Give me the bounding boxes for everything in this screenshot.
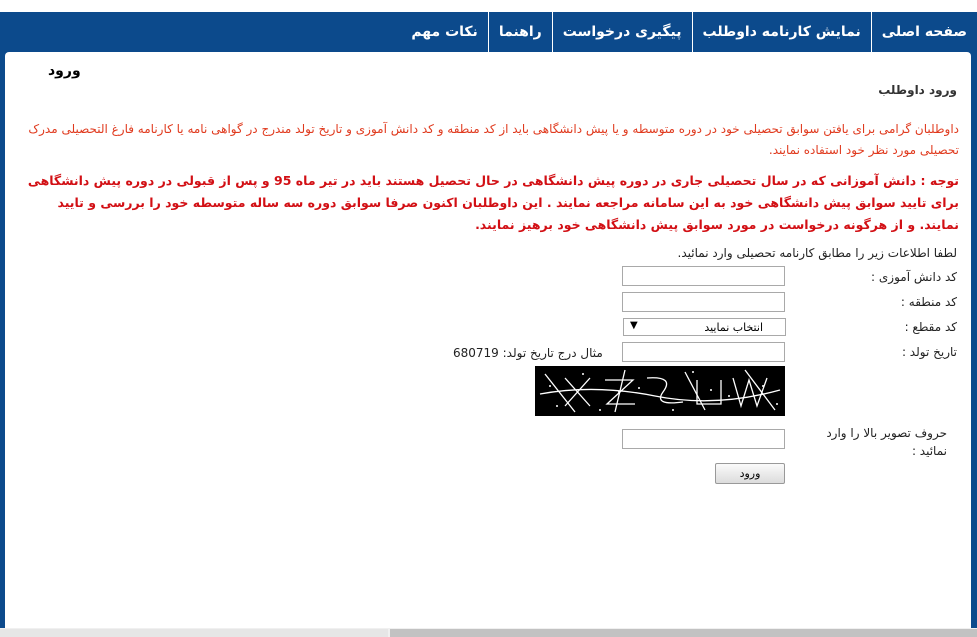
grade-selected-value: انتخاب نمایید <box>704 321 763 334</box>
login-button[interactable]: ورود <box>715 463 785 484</box>
captcha-input[interactable] <box>622 429 785 449</box>
grade-select[interactable] <box>623 318 786 336</box>
captcha-image <box>535 366 785 416</box>
top-strip <box>0 0 977 12</box>
student-code-row <box>757 266 957 288</box>
scrollbar-track[interactable] <box>0 629 388 637</box>
nav-item-home[interactable]: صفحه اصلی <box>871 12 977 52</box>
birthdate-input[interactable] <box>622 342 785 362</box>
birthdate-row <box>757 341 957 363</box>
region-code-row <box>757 291 957 313</box>
student-code-input[interactable] <box>622 266 785 286</box>
main-nav <box>0 12 977 52</box>
nav-item-help[interactable]: راهنما <box>488 12 552 52</box>
nav-item-track-request[interactable]: پیگیری درخواست <box>552 12 692 52</box>
birthdate-example: مثال درج تاریخ تولد: 680719 <box>453 346 603 360</box>
warning-note: توجه : دانش آموزانی که در سال تحصیلی جاری در دوره پیش دانشگاهی در حال تحصیل هستند باید در تیر ماه 95 و پس از قبولی در دوره پیش دانشگاهی برای تایید سوابق پیش دانشگاهی خود به این سامانه مراجعه نمایند . این داوطلبان اکنون صرفا سوابق دوره سه ساله متوسطه خود را بررسی و تایید نمایند. و از هرگونه درخواست در مورد سوابق پیش دانشگاهی خود برهیز نمایند. <box>27 173 959 232</box>
horizontal-scrollbar[interactable] <box>0 628 977 637</box>
region-code-label: کد منطقه : <box>900 295 957 309</box>
captcha-noise <box>535 366 785 416</box>
page-title: ورود <box>48 63 81 79</box>
grade-row <box>757 316 957 338</box>
form-intro: لطفا اطلاعات زیر را مطابق کارنامه تحصیلی وارد نمائید. <box>677 246 957 260</box>
nav-item-important-notes[interactable]: نکات مهم <box>411 24 478 40</box>
nav-item-show-report-card[interactable]: نمایش کارنامه داوطلب <box>692 12 871 52</box>
content-panel <box>5 52 971 628</box>
region-code-input[interactable] <box>622 292 785 312</box>
student-code-label: کد دانش آموزی : <box>871 270 957 284</box>
section-title: ورود داوطلب <box>878 83 957 97</box>
captcha-label: حروف تصویر بالا را وارد نمائید : <box>826 426 947 458</box>
scrollbar-thumb[interactable] <box>390 629 977 637</box>
grade-label: کد مقطع : <box>904 320 957 334</box>
dropdown-arrow-icon: ▼ <box>630 320 638 331</box>
birthdate-label: تاریخ تولد : <box>901 345 957 359</box>
info-note: داوطلبان گرامی برای یافتن سوابق تحصیلی خود در دوره متوسطه و یا پیش دانشگاهی باید از کد منطقه و کد دانش آموزی و تاریخ تولد مندرج در گواهی نامه یا کارنامه فارغ التحصیلی مدرک تحصیلی مورد نظر خود استفاده نمایند. <box>28 122 959 157</box>
